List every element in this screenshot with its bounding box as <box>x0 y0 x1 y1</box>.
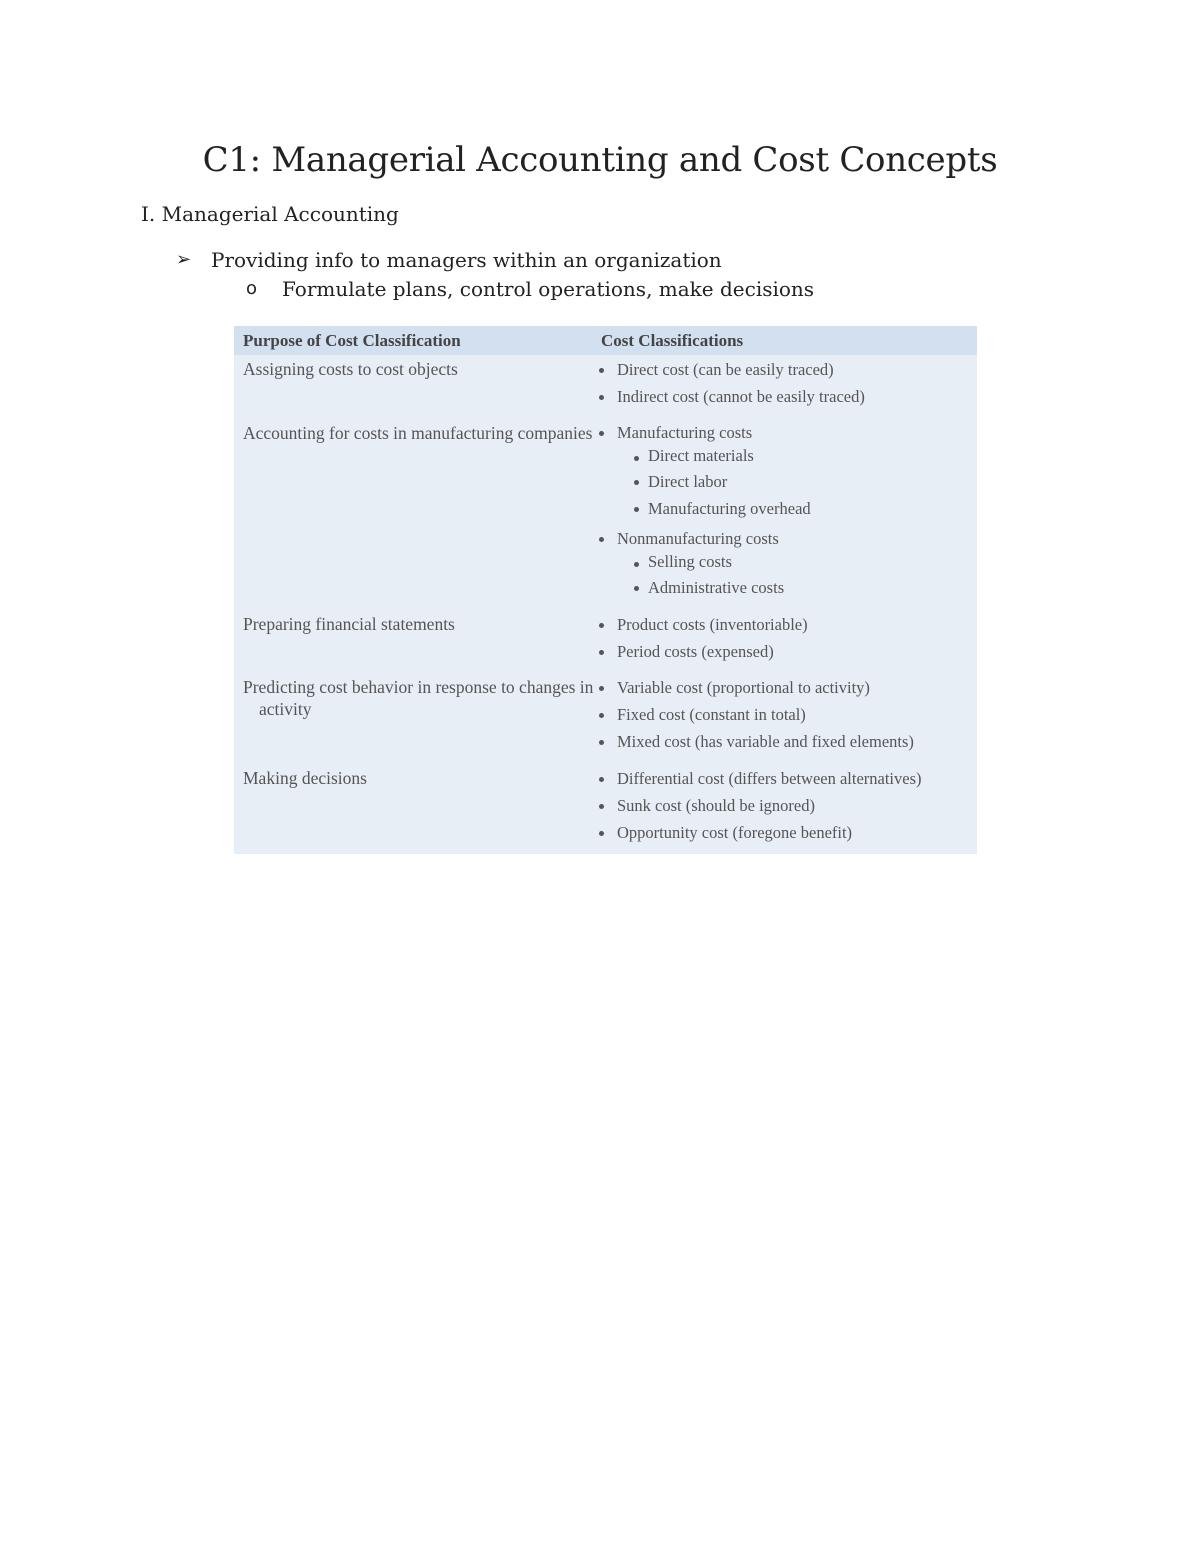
list-item: Indirect cost (cannot be easily traced) <box>598 383 865 410</box>
list-item: Product costs (inventoriable) <box>598 611 808 638</box>
sub-list-item: Direct materials <box>633 444 811 468</box>
classification-list <box>598 422 811 601</box>
sub-list-item: Manufacturing overhead <box>633 495 811 522</box>
sub-list-item: Administrative costs <box>633 574 811 601</box>
document-title: C1: Managerial Accounting and Cost Concepts <box>202 140 998 180</box>
table-header-row <box>234 326 977 355</box>
purpose-cell: Predicting cost behavior in response to changes in activity <box>243 677 594 719</box>
bullet-text: Formulate plans, control operations, make decisions <box>282 277 815 301</box>
list-item: Differential cost (differs between alternatives) <box>598 765 922 792</box>
section-heading: I. Managerial Accounting <box>141 202 399 226</box>
classification-list <box>598 356 865 410</box>
bullet-item-level1 <box>176 246 722 274</box>
group-label: Nonmanufacturing costs <box>617 529 779 548</box>
list-item: Period costs (expensed) <box>598 638 808 665</box>
bullet-item-level2 <box>246 275 814 303</box>
classification-list <box>598 611 808 665</box>
purpose-cell: Preparing financial statements <box>243 614 455 634</box>
list-item <box>598 422 811 522</box>
list-item: Variable cost (proportional to activity) <box>598 674 914 701</box>
circle-bullet-icon: o <box>246 278 258 299</box>
arrow-bullet-icon: ➢ <box>176 249 192 270</box>
sub-list <box>617 444 811 522</box>
list-item: Sunk cost (should be ignored) <box>598 792 922 819</box>
list-item: Fixed cost (constant in total) <box>598 701 914 728</box>
sub-list-item: Selling costs <box>633 550 811 574</box>
group-label: Manufacturing costs <box>617 423 753 442</box>
column-header-purpose: Purpose of Cost Classification <box>243 330 461 350</box>
list-item: Direct cost (can be easily traced) <box>598 356 865 383</box>
cost-classification-table <box>234 326 977 854</box>
column-header-classifications: Cost Classifications <box>601 330 744 350</box>
list-item <box>598 528 811 601</box>
purpose-cell: Accounting for costs in manufacturing companies <box>243 423 593 443</box>
purpose-cell: Assigning costs to cost objects <box>243 359 458 379</box>
list-item: Opportunity cost (foregone benefit) <box>598 819 922 846</box>
bullet-text: Providing info to managers within an organization <box>211 248 722 272</box>
classification-list <box>598 765 922 846</box>
sub-list <box>617 550 811 601</box>
purpose-cell: Making decisions <box>243 768 367 788</box>
classification-list <box>598 674 914 755</box>
sub-list-item: Direct labor <box>633 468 811 495</box>
list-item: Mixed cost (has variable and fixed elements) <box>598 728 914 755</box>
